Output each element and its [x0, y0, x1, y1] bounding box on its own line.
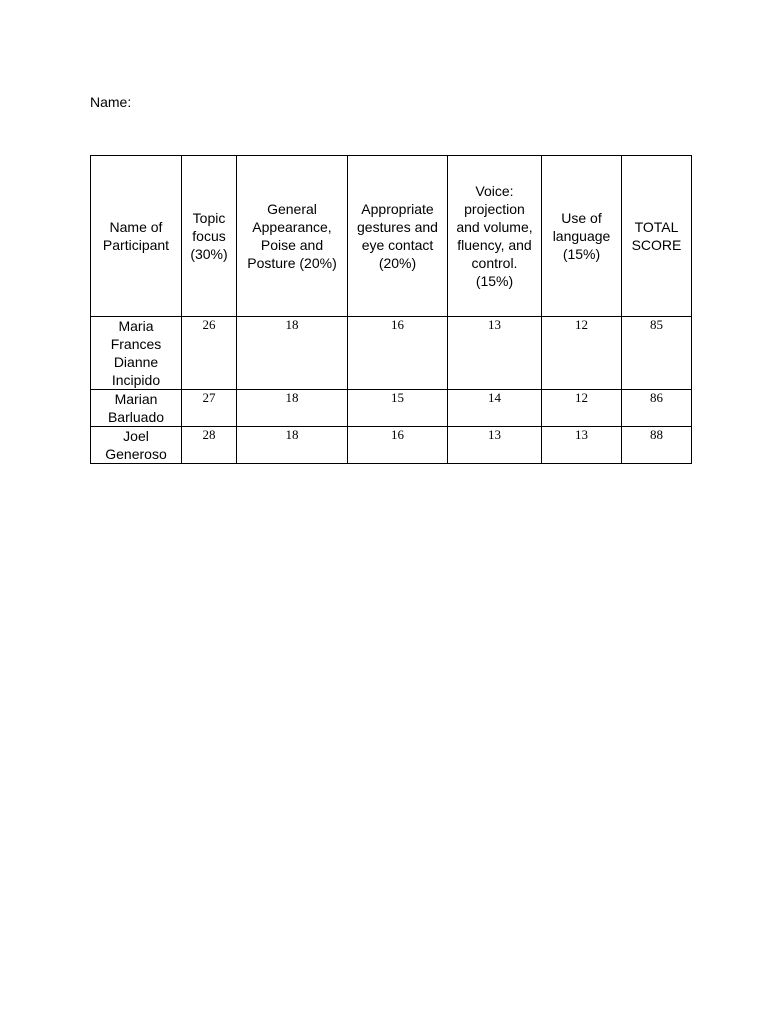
gestures-score: 16 — [348, 427, 448, 464]
participant-name: Marian Barluado — [91, 390, 182, 427]
name-label: Name: — [90, 94, 132, 110]
voice-score: 13 — [448, 317, 542, 390]
language-score: 12 — [542, 390, 622, 427]
voice-score: 14 — [448, 390, 542, 427]
table-row — [91, 427, 692, 464]
header-use-of-language: Use of language (15%) — [542, 156, 622, 317]
total-score: 85 — [622, 317, 692, 390]
header-voice: Voice: projection and volume, fluency, and control. (15%) — [448, 156, 542, 317]
header-appropriate-gestures: Appropriate gestures and eye contact (20%) — [348, 156, 448, 317]
score-table — [90, 155, 692, 464]
topic-focus-score: 27 — [182, 390, 237, 427]
header-total-score: TOTAL SCORE — [622, 156, 692, 317]
topic-focus-score: 26 — [182, 317, 237, 390]
appearance-score: 18 — [237, 427, 348, 464]
gestures-score: 15 — [348, 390, 448, 427]
topic-focus-score: 28 — [182, 427, 237, 464]
header-name-of-participant: Name of Participant — [91, 156, 182, 317]
participant-name: Maria Frances Dianne Incipido — [91, 317, 182, 390]
language-score: 12 — [542, 317, 622, 390]
gestures-score: 16 — [348, 317, 448, 390]
header-general-appearance: General Appearance, Poise and Posture (20%) — [237, 156, 348, 317]
header-row — [91, 156, 692, 317]
table-row — [91, 390, 692, 427]
participant-name: Joel Generoso — [91, 427, 182, 464]
voice-score: 13 — [448, 427, 542, 464]
language-score: 13 — [542, 427, 622, 464]
header-topic-focus: Topic focus (30%) — [182, 156, 237, 317]
total-score: 86 — [622, 390, 692, 427]
appearance-score: 18 — [237, 317, 348, 390]
appearance-score: 18 — [237, 390, 348, 427]
total-score: 88 — [622, 427, 692, 464]
table-row — [91, 317, 692, 390]
